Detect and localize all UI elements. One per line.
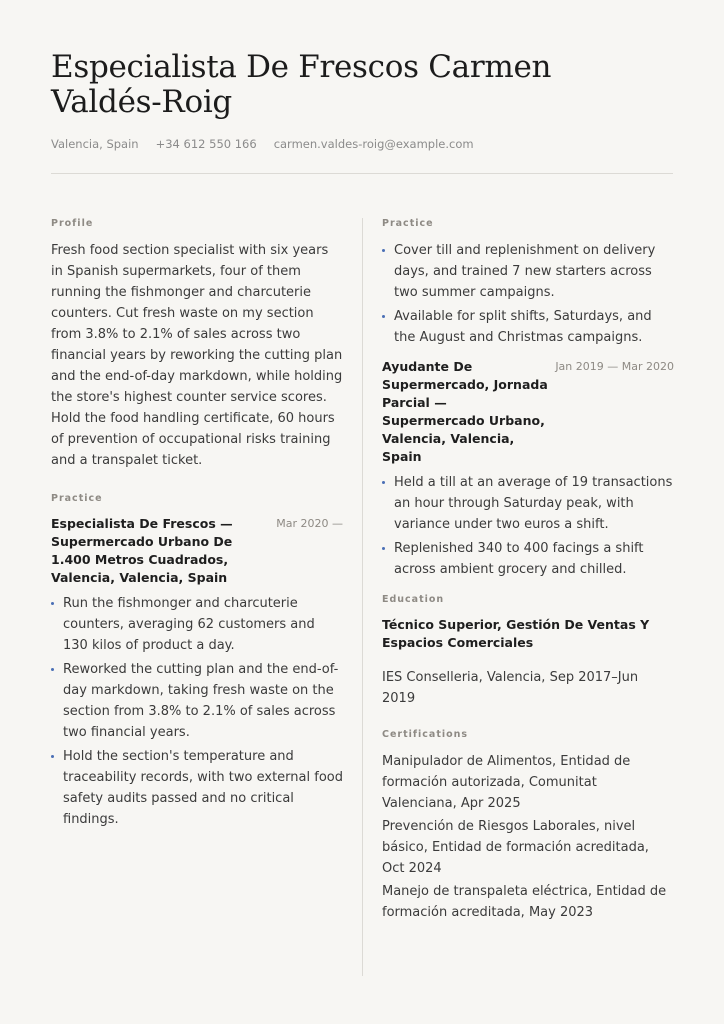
certification-item: Manejo de transpaleta eléctrica, Entidad de formación acreditada, May 2023 (382, 884, 667, 920)
practice-continued-label: Practice (382, 218, 434, 229)
column-divider (362, 218, 363, 976)
job-bullets (51, 593, 343, 830)
job-header (51, 515, 343, 587)
job-title: Especialista De Frescos — Supermercado Urbano De 1.400 Metros Cuadrados, Valencia, Valencia, Spain (51, 516, 233, 585)
bullet-icon (382, 315, 385, 318)
left-column (51, 218, 343, 833)
name-line-1: Especialista De Frescos Carmen (51, 49, 552, 85)
bullet-icon (51, 755, 54, 758)
bullet-icon (382, 547, 385, 550)
profile-label: Profile (51, 218, 94, 229)
list-item (382, 306, 674, 348)
email: carmen.valdes-roig@example.com (273, 137, 474, 151)
bullet-text: Replenished 340 to 400 facings a shift across ambient grocery and chilled. (394, 541, 644, 577)
right-column (382, 218, 674, 925)
certification-item: Manipulador de Alimentos, Entidad de formación autorizada, Comunitat Valenciana, Apr 2025 (382, 754, 631, 811)
bullet-text: Hold the section's temperature and traceability records, with two external food safety audits passed and no critical findings. (63, 749, 343, 827)
job2-bullets (382, 472, 674, 580)
certification-item: Prevención de Riesgos Laborales, nivel básico, Entidad de formación acreditada, Oct 2024 (382, 819, 649, 876)
bullet-icon (51, 602, 54, 605)
list-item (382, 538, 674, 580)
contact-info (51, 137, 474, 151)
list-item (382, 472, 674, 535)
name-line-2: Valdés-Roig (51, 84, 232, 120)
bullet-icon (51, 668, 54, 671)
education-detail: IES Conselleria, Valencia, Sep 2017–Jun 2019 (382, 670, 639, 706)
bullet-text: Run the fishmonger and charcuterie counters, averaging 62 customers and 130 kilos of product a day. (63, 596, 315, 653)
list-item (51, 746, 343, 830)
phone: +34 612 550 166 (155, 137, 257, 151)
job2-header (382, 358, 674, 466)
header-divider (51, 173, 673, 174)
bullet-icon (382, 481, 385, 484)
bullet-text: Cover till and replenishment on delivery days, and trained 7 new starters across two summer campaigns. (394, 243, 656, 300)
job-bullets-continued (382, 240, 674, 348)
education-label: Education (382, 594, 445, 605)
list-item (382, 240, 674, 303)
certifications-label: Certifications (382, 729, 469, 740)
job-date: Mar 2020 — (276, 517, 343, 530)
location: Valencia, Spain (51, 137, 139, 151)
candidate-name (51, 50, 651, 120)
job2-date: Jan 2019 — Mar 2020 (555, 360, 674, 373)
list-item (51, 659, 343, 743)
education-title: Técnico Superior, Gestión De Ventas Y Espacios Comerciales (382, 617, 650, 650)
bullet-icon (382, 249, 385, 252)
profile-text: Fresh food section specialist with six years in Spanish supermarkets, four of them running the fishmonger and charcuterie counters. Cut fresh waste on my section from 3.8% to 2.1% of sales across two financial years by reworking the cutting plan and the end-of-day markdown, while holding the store's highest counter service scores. Hold the food handling certificate, 60 hours of prevention of occupational risks training and a transpalet ticket. (51, 243, 343, 468)
practice-label: Practice (51, 493, 103, 504)
list-item (51, 593, 343, 656)
bullet-text: Available for split shifts, Saturdays, and the August and Christmas campaigns. (394, 309, 652, 345)
job2-title: Ayudante De Supermercado, Jornada Parcial — Supermercado Urbano, Valencia, Valencia, Spain (382, 359, 548, 464)
bullet-text: Reworked the cutting plan and the end-of-day markdown, taking fresh waste on the section from 3.8% to 2.1% of sales across two financial years. (63, 662, 339, 740)
bullet-text: Held a till at an average of 19 transactions an hour through Saturday peak, with variance under two euros a shift. (394, 475, 673, 532)
